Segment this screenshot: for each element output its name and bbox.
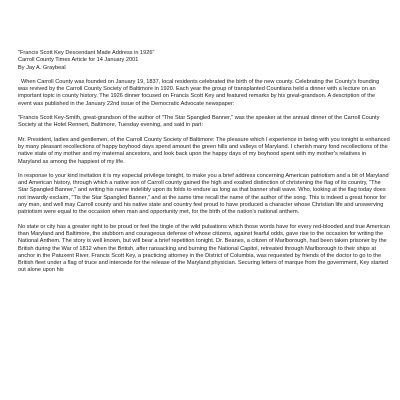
paragraph-address-opening: Mr. President, ladies and gentlemen, of the Carroll County Society of Baltimore: The pleasure which I experience in being with you tonight is enhanced by many pleasant recollections of happy boyhood days spend amount the green hills and valleys of Maryland. I cherish many fond recollections of the native state of my mother and my maternal ancestors, and look back upon the happy days of my boyhood spent with my mother's relatives in Maryland as among the happiest of my life. bbox=[18, 136, 390, 165]
article-byline: By Jay A. Graybeal bbox=[18, 64, 66, 71]
paragraph-history: No state or city has a greater right to be proud or feel the tingle of the wild pulsations which those words have for every red-blooded and true American than Maryland and Baltimore, the stubborn and courageous defense of whose citizens, against fearful odds, gave rise to the occasion for writing the National Anthem. The story is well known, but will bear a brief repetition tonight. Dr. Beanes, a citizen of Marlborough, had been taken prisoner by the British during the War of 1812 when the British, after ransacking and burning the National Capitol, retreated through Marlborough to their ships at anchor in the Patuxent River. Francis Scott Key, a practicing attorney in the District of Columbia, was requested by friends of the doctor to go to the British fleet under a flag of truce and intercede for the release of the Maryland physician. Securing letters of marque from the government, Key started out alone upon his bbox=[18, 223, 390, 274]
article-header bbox=[18, 50, 390, 72]
paragraph-quote-intro: "Francis Scott Key-Smith, great-grandson of the author of "The Star Spangled Banner," was the speaker at the annual dinner of the Carroll County Society at the Hotel Rennert, Baltimore, Tuesday evening, and said in part: bbox=[18, 115, 380, 129]
article-title: "Francis Scott Key Descendant Made Address in 1926" bbox=[18, 50, 155, 56]
article-source: Carroll County Times Article for 14 January 2001 bbox=[18, 57, 139, 64]
paragraph-intro: When Carroll County was founded on January 19, 1837, local residents celebrated the birth of the new county. Celebrating the County's founding was revived by the Carroll County Society of Baltimore in 1920. Each year the group of transplanted Countians held a dinner with a lecture on an important topic in county history. The 1926 dinner focused on Francis Scott Key and featured remarks by his great-grandson. A description of the event was published in the January 22nd issue of the Democratic Advocate newspaper: bbox=[18, 78, 380, 107]
document-page bbox=[18, 50, 390, 275]
paragraph-patriotism: In response to your kind invitation it is my especial privilege tonight, to make you a brief address concerning American patriotism and a bit of Maryland and American history, through which a native son of Carroll county gained the high and exalted distinction of christening the flag of its country, "The Star Spangled Banner," and writing his name indelibly upon its folds to endure as long as that banner shall wave. Who, looking at the flag today does not inwardly exclaim, "Tis the Star Spangled Banner," and at the same time recall the name of the author of the song. This is indeed a great honor for any man, and well may Carroll county and his native state and country feel proud to have produced a character whose Christian life and unswerving patriotism were equal to the occasion when man and opportunity met, for the birth of the nation's national anthem. bbox=[18, 172, 389, 216]
